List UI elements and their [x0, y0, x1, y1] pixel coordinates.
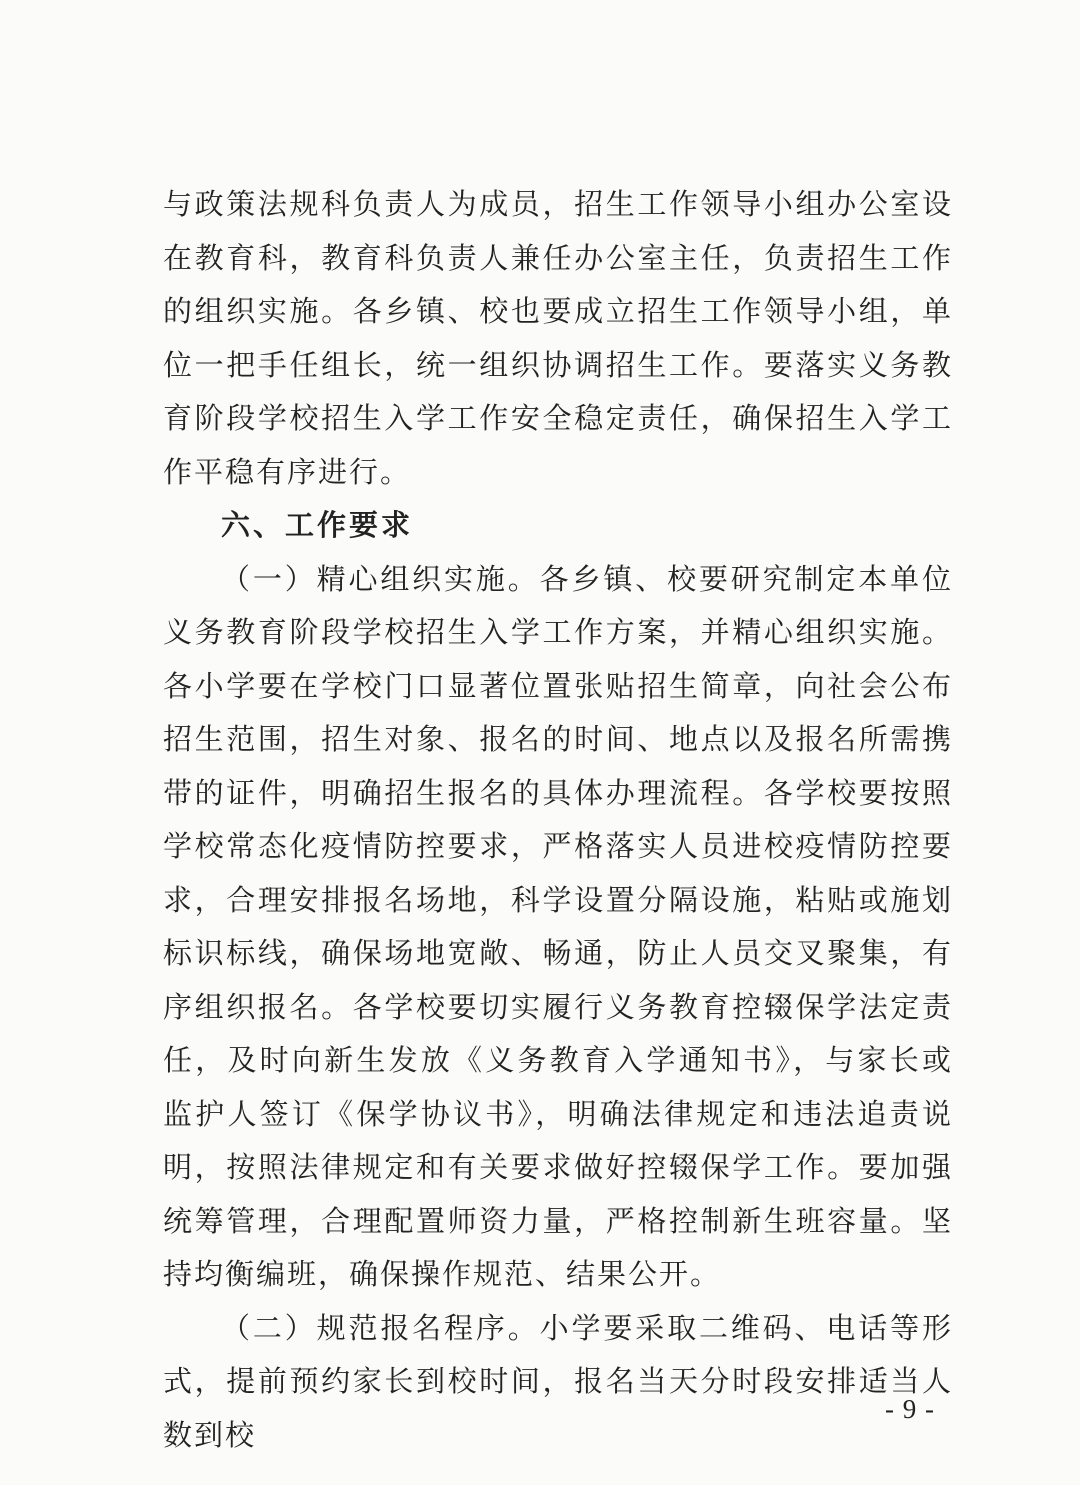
section-heading-work-requirements: 六、工作要求 [221, 508, 414, 542]
paragraph-organize-implementation: （一）精心组织实施。各乡镇、校要研究制定本单位义务教育阶段学校招生入学工作方案，并精心组织实施。各小学要在学校门口显著位置张贴招生简章，向社会公布招生范围，招生对象、报名的时间、地点以及报名所需携带的证件，明确招生报名的具体办理流程。各学校要按照学校常态化疫情防控要求，严格落实人员进校疫情防控要求，合理安排报名场地，科学设置分隔设施，粘贴或施划标识标线，确保场地宽敞、畅通，防止人员交叉聚集，有序组织报名。各学校要切实履行义务教育控辍保学法定责任，及时向新生发放《义务教育入学通知书》，与家长或监护人签订《保学协议书》，明确法律规定和违法追责说明，按照法律规定和有关要求做好控辍保学工作。要加强统筹管理，合理配置师资力量，严格控制新生班容量。坚持均衡编班，确保操作规范、结果公开。 [163, 561, 953, 1291]
paragraph-registration-procedure: （二）规范报名程序。小学要采取二维码、电话等形式，提前预约家长到校时间，报名当天分时段安排适当人数到校 [163, 1310, 953, 1452]
page-content [163, 178, 953, 1462]
page-number: - 9 - [885, 1394, 935, 1424]
paragraph-continued-leadership: 与政策法规科负责人为成员，招生工作领导小组办公室设在教育科，教育科负责人兼任办公室主任，负责招生工作的组织实施。各乡镇、校也要成立招生工作领导小组，单位一把手任组长，统一组织协调招生工作。要落实义务教育阶段学校招生入学工作安全稳定责任，确保招生入学工作平稳有序进行。 [163, 187, 953, 489]
